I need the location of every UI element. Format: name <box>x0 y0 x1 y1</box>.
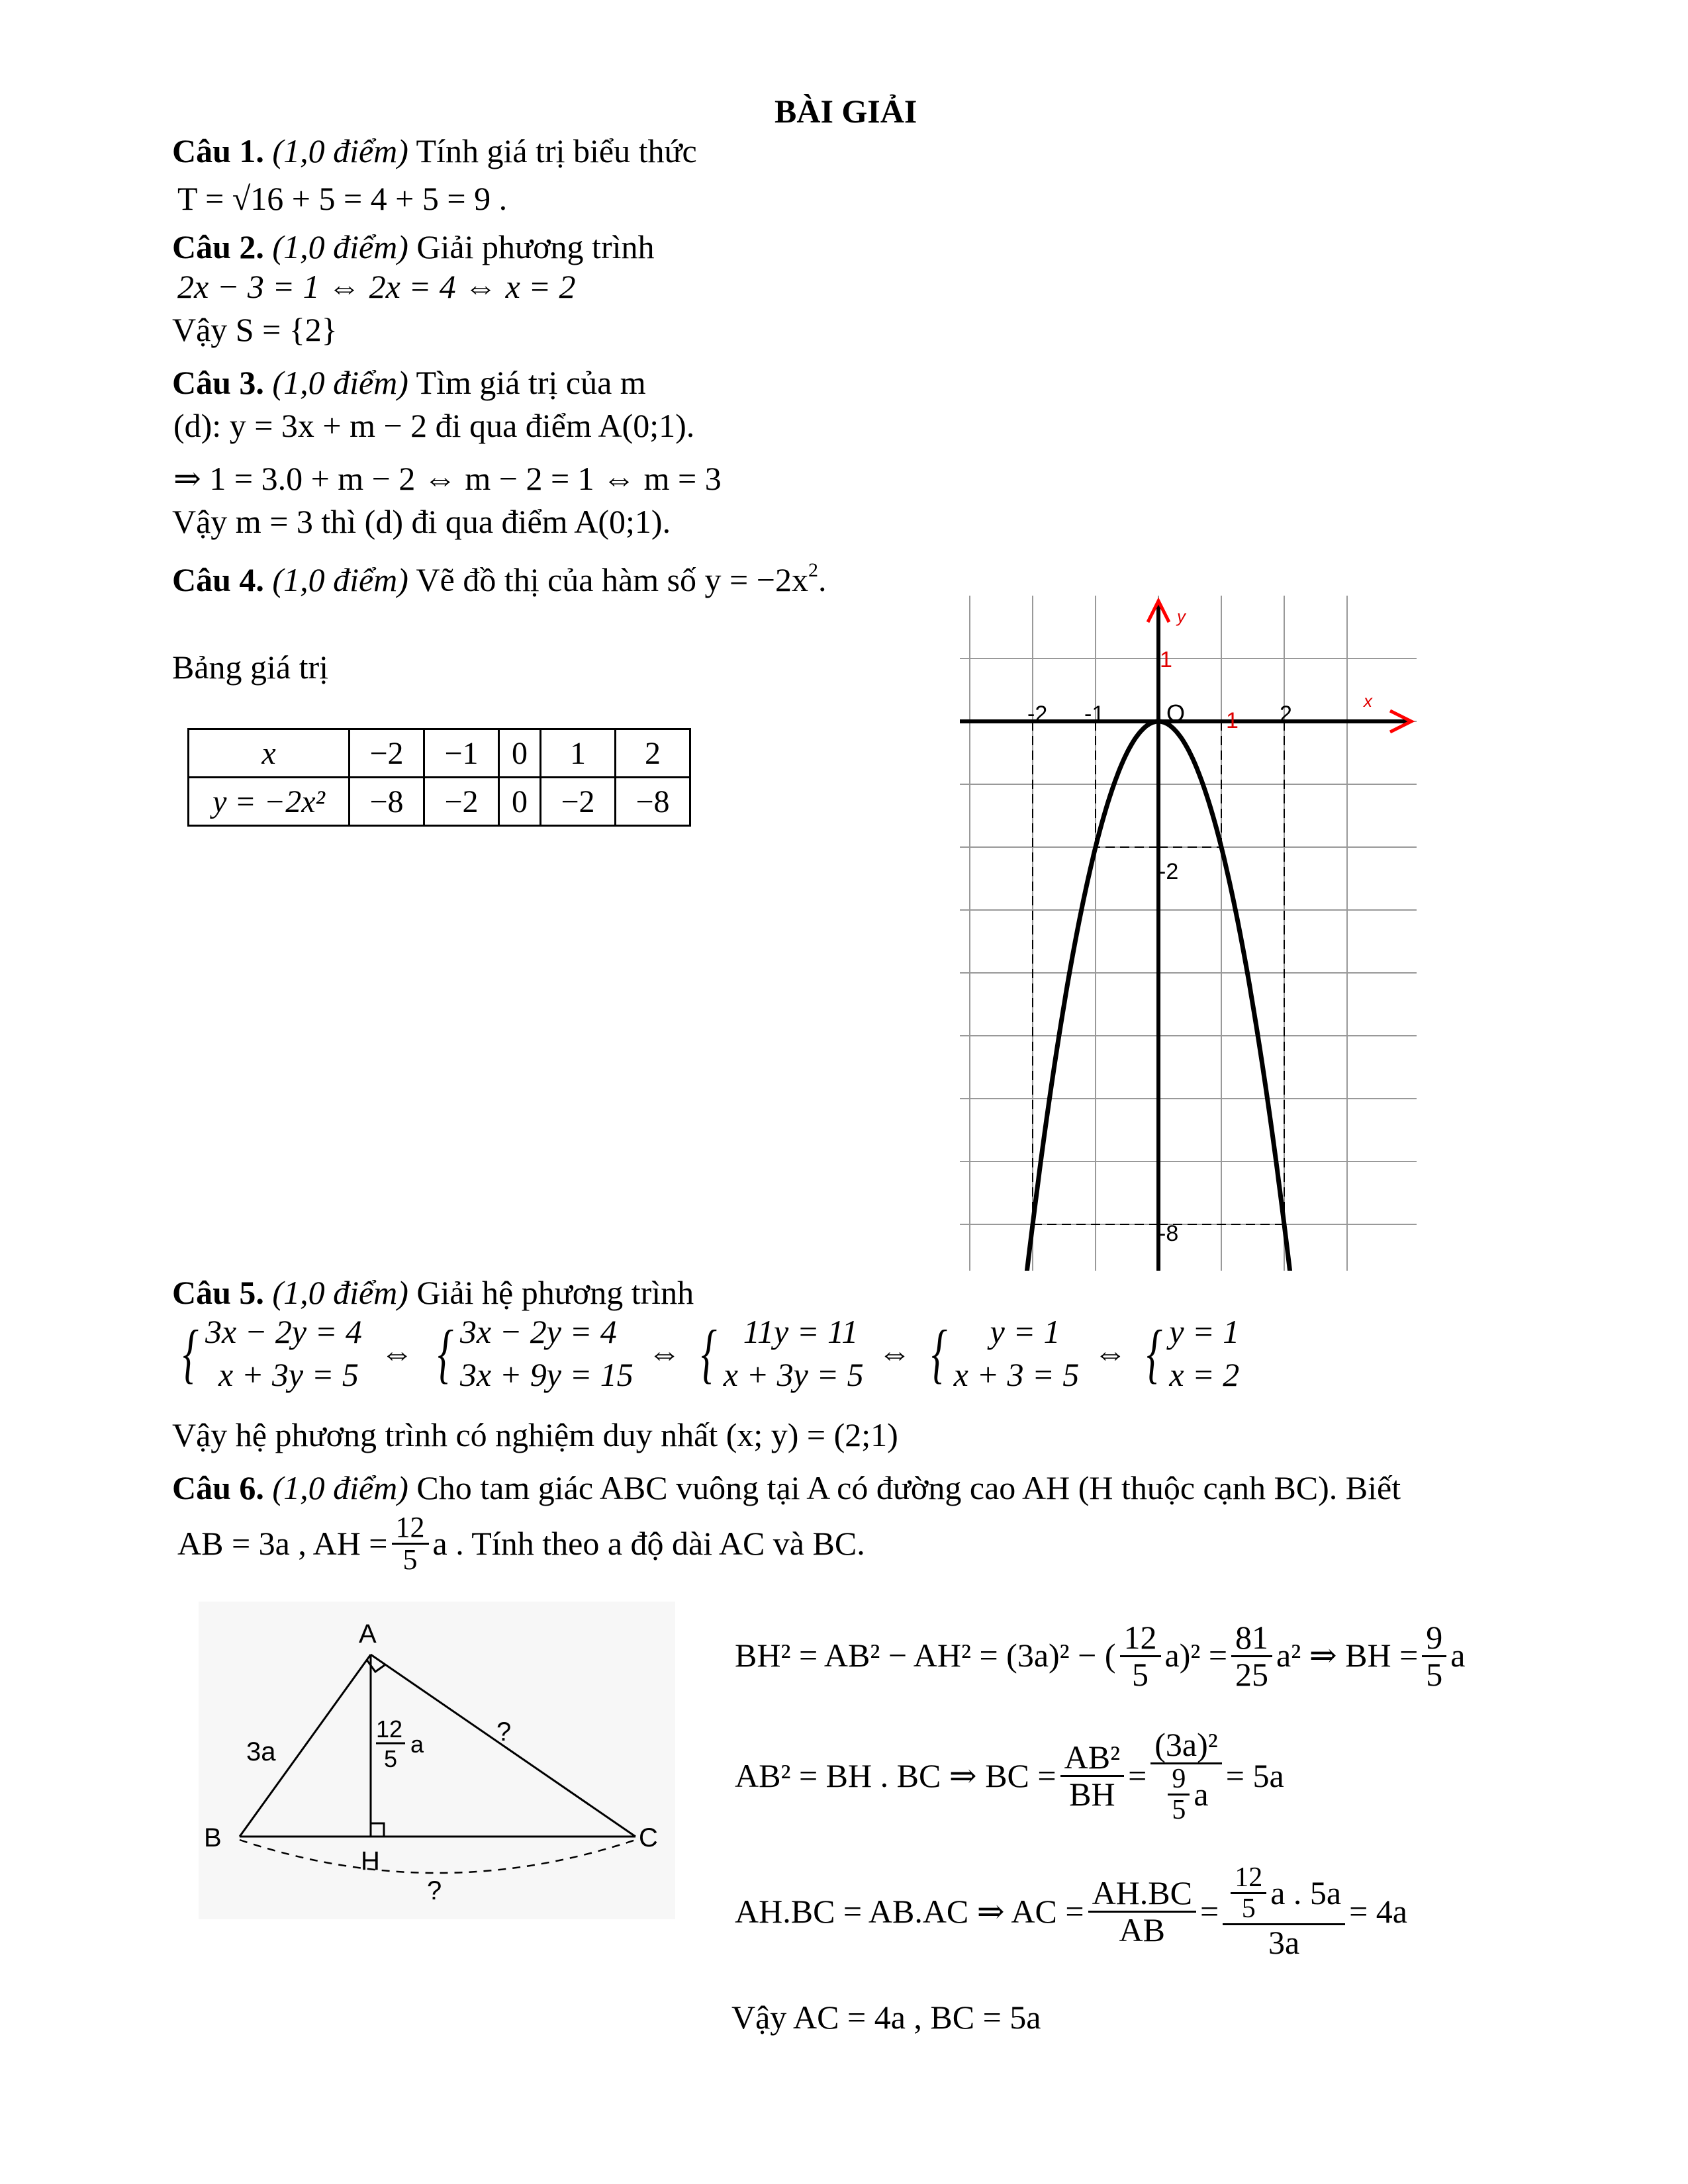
system-3: { 11y = 11 x + 3y = 5 <box>700 1313 864 1393</box>
q3-heading <box>172 364 646 402</box>
side-bc-unknown: ? <box>427 1876 442 1905</box>
vertex-c-label: C <box>639 1823 658 1852</box>
q6-heading <box>172 1469 1401 1508</box>
table-cell: −8 <box>616 778 690 826</box>
height-a-label: a <box>410 1731 424 1758</box>
triangle-figure <box>199 1602 675 1919</box>
table-head-x: x <box>189 729 350 778</box>
graph-grid <box>960 596 1417 1271</box>
q4-text: Vẽ đồ thị của hàm số y = −2x <box>416 561 808 598</box>
tick-label-x-neg1: -1 <box>1084 702 1105 727</box>
q5-text: Giải hệ phương trình <box>416 1274 694 1311</box>
tick-label-x-1: 1 <box>1226 708 1239 733</box>
parabola-graph <box>960 596 1417 1271</box>
q1-points: (1,0 điểm) <box>272 132 408 169</box>
tick-label-x-2: 2 <box>1280 702 1292 727</box>
height-num-label: 12 <box>376 1715 403 1743</box>
system-5: { y = 1 x = 2 <box>1147 1313 1240 1393</box>
q6-text: Cho tam giác ABC vuông tại A có đường cao AH (H thuộc cạnh BC). Biết <box>416 1469 1401 1506</box>
foot-h-label: H <box>361 1846 380 1876</box>
q1-text: Tính giá trị biểu thức <box>416 132 697 169</box>
q2-line2: Vậy S = {2} <box>172 311 338 348</box>
q6-given: AB = 3a , AH = $\frac{12}{5}$ a . Tính theo a độ dài AC và BC. <box>177 1511 865 1576</box>
axis-label-x: x <box>1364 691 1372 711</box>
table-cell: −8 <box>350 778 424 826</box>
table-cell: −2 <box>350 729 424 778</box>
q5-heading <box>172 1274 694 1312</box>
table-row <box>189 778 690 826</box>
table-cell: 0 <box>499 729 541 778</box>
q3-points: (1,0 điểm) <box>272 364 408 401</box>
q3-line2: ⇒ 1 = 3.0 + m − 2 ⇔ m − 2 = 1 ⇔ m = 3 <box>173 460 722 497</box>
q6-eq1: BH² = AB² − AH² = (3a)² − ( $\frac{12}{5}$ a)² = $\frac{81}{25}$ a² ⇒ BH = $\frac{9}{5}$ a <box>735 1619 1466 1693</box>
q3-text: Tìm giá trị của m <box>416 364 646 401</box>
q4-tail: . <box>818 561 827 598</box>
q5-points: (1,0 điểm) <box>272 1274 408 1311</box>
vertex-a-label: A <box>359 1619 377 1649</box>
value-table <box>187 728 691 827</box>
origin-label: O <box>1166 700 1186 727</box>
q6-points: (1,0 điểm) <box>272 1469 408 1506</box>
table-cell: 1 <box>541 729 616 778</box>
equiv-symbol: ⇔ <box>1094 1334 1127 1372</box>
system-1: { 3x − 2y = 4 x + 3y = 5 <box>183 1313 362 1393</box>
table-cell: −1 <box>424 729 499 778</box>
q5-result: Vậy hệ phương trình có nghiệm duy nhất (x; y) = (2;1) <box>172 1416 898 1453</box>
q4-label: Câu 4. <box>172 561 264 598</box>
page-title: BÀI GIẢI <box>774 93 917 130</box>
q6-eq2: AB² = BH . BC ⇒ BC = $\frac{\text{AB²}}{BH}$ = (3a)² $\frac{9}{5}$ a = 5a <box>735 1726 1284 1825</box>
tick-label-y-neg8: -8 <box>1158 1221 1179 1246</box>
vertex-b-label: B <box>204 1823 222 1852</box>
q4-heading <box>172 559 826 600</box>
tick-label-y-1: 1 <box>1160 647 1172 672</box>
tick-label-y-neg2: -2 <box>1158 859 1179 884</box>
tick-label-x-neg2: -2 <box>1027 702 1048 727</box>
q3-label: Câu 3. <box>172 364 264 401</box>
q5-label: Câu 5. <box>172 1274 264 1311</box>
equiv-symbol: ⇔ <box>647 1334 681 1372</box>
table-cell: −2 <box>541 778 616 826</box>
q5-systems <box>173 1310 1243 1396</box>
table-row <box>189 729 690 778</box>
q6-label: Câu 6. <box>172 1469 264 1506</box>
q2-points: (1,0 điểm) <box>272 228 408 265</box>
system-4: { y = 1 x + 3 = 5 <box>931 1313 1080 1393</box>
q2-text: Giải phương trình <box>416 228 655 265</box>
q2-heading <box>172 228 654 267</box>
q6-eq3: AH.BC = AB.AC ⇒ AC = $\frac{AH.BC}{AB}$ = $\frac{12}{5}$ a . 5a 3a = 4a <box>735 1862 1407 1962</box>
equiv-symbol: ⇔ <box>380 1334 414 1372</box>
side-ab-label: 3a <box>246 1737 276 1766</box>
height-den-label: 5 <box>384 1745 398 1772</box>
q1-heading <box>172 132 697 171</box>
equiv-symbol: ⇔ <box>878 1334 912 1372</box>
q1-line1: T = √16 + 5 = 4 + 5 = 9 . <box>177 180 508 217</box>
table-cell: 2 <box>616 729 690 778</box>
q3-line3: Vậy m = 3 thì (d) đi qua điểm A(0;1). <box>172 503 671 540</box>
q1-label: Câu 1. <box>172 132 264 169</box>
q4-table-title: Bảng giá trị <box>172 649 329 686</box>
q4-points: (1,0 điểm) <box>272 561 408 598</box>
q2-line1: 2x − 3 = 1 ⇔ 2x = 4 ⇔ x = 2 <box>177 268 576 305</box>
axis-label-y: y <box>1177 606 1186 626</box>
q4-exponent: 2 <box>808 559 818 581</box>
side-ac-unknown: ? <box>496 1717 512 1747</box>
q3-line1: (d): y = 3x + m − 2 đi qua điểm A(0;1). <box>173 407 695 444</box>
table-cell: −2 <box>424 778 499 826</box>
table-cell: 0 <box>499 778 541 826</box>
table-head-y: y = −2x² <box>189 778 350 826</box>
q2-label: Câu 2. <box>172 228 264 265</box>
q6-result: Vậy AC = 4a , BC = 5a <box>731 1999 1041 2036</box>
system-2: { 3x − 2y = 4 3x + 9y = 15 <box>437 1313 633 1393</box>
